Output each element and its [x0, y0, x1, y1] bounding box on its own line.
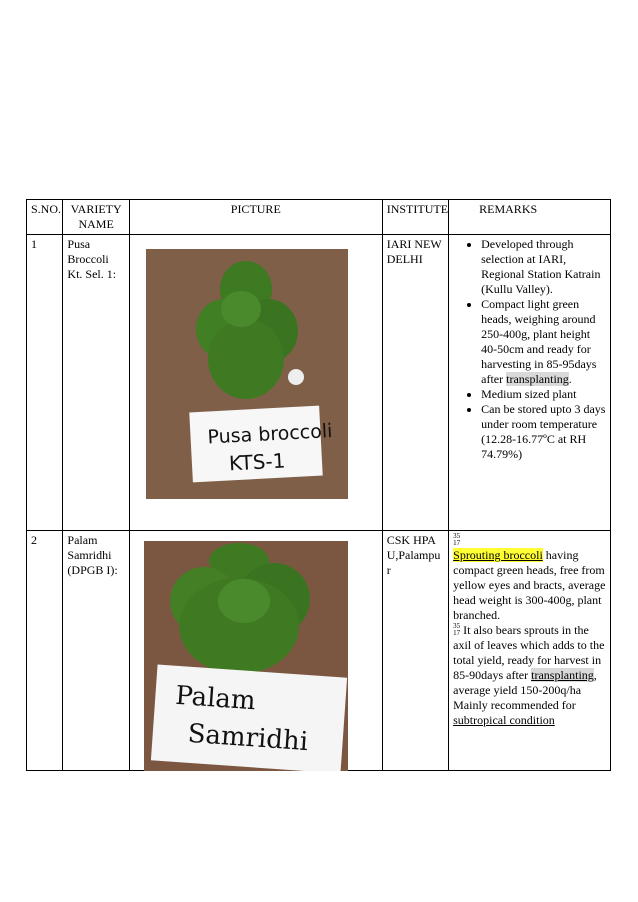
table-row — [27, 235, 611, 531]
row2-remarks-text1: having compact green heads, free from yellow eyes and bracts, average head weight is 300-400g, plant branched. — [453, 548, 606, 622]
row1-sno: 1 — [27, 235, 63, 531]
row1-broccoli-photo — [146, 249, 348, 499]
row1-remarks — [449, 235, 611, 531]
row2-institute: CSK HPAU,Palampur — [382, 531, 448, 771]
row2-photo-sign-line2: Samridhi — [186, 718, 309, 758]
row2-remarks-text4: Mainly recommended for — [453, 698, 576, 712]
row1-remark-4: • Can be stored upto 3 days under room temperature (12.28-16.77ºC at RH 74.79%) — [481, 402, 606, 462]
row2-remarks-transplanting: transplanting — [531, 668, 594, 682]
row2-remarks-text — [453, 533, 606, 728]
row2-highlight-sprouting: Sprouting broccoli — [453, 548, 543, 562]
row2-marker-2-bottom: 17 — [453, 629, 461, 637]
row1-remark-3: • Medium sized plant — [481, 387, 606, 402]
row1-remark-2 — [481, 297, 606, 387]
row2-photo-sign-line1: Palam — [174, 680, 257, 717]
row2-remarks-subtropical: subtropical condition — [453, 713, 555, 727]
row2-remarks — [449, 531, 611, 771]
row1-remark-2-text: Compact light green heads, weighing around 250-400g, plant height 40-50cm and ready for harvesting in 85-95days after — [481, 297, 597, 386]
row2-broccoli-photo — [144, 541, 348, 771]
row2-marker-1-top: 35 — [453, 532, 461, 540]
header-remarks: REMARKS — [449, 200, 611, 235]
header-sno: S.NO. — [27, 200, 63, 235]
header-picture: PICTURE — [129, 200, 382, 235]
table-header-row — [27, 200, 611, 235]
row1-remark-1: • Developed through selection at IARI, Regional Station Katrain (Kullu Valley). — [481, 237, 606, 297]
row2-marker-1-bottom: 17 — [453, 539, 461, 547]
row1-photo-sign-line2: KTS-1 — [228, 448, 286, 476]
row2-remarks-text2: It also bears sprouts in the axil of leaves which adds to the total yield, ready for harvest in 85-90days after — [453, 623, 605, 682]
row2-variety: Palam Samridhi (DPGB I): — [63, 531, 129, 771]
row2-marker-1 — [453, 533, 460, 547]
row1-picture-cell — [129, 235, 382, 531]
row2-remarks-text3: , average yield 150-200q/ha — [453, 668, 597, 697]
row2-sno: 2 — [27, 531, 63, 771]
table-row — [27, 531, 611, 771]
broccoli-varieties-table — [26, 199, 611, 771]
row1-photo-sign-line1: Pusa broccoli — [206, 420, 333, 449]
row1-remark-2-highlight: transplanting — [506, 372, 569, 386]
row2-picture-cell — [129, 531, 382, 771]
row1-variety: Pusa Broccoli Kt. Sel. 1: — [63, 235, 129, 531]
row2-marker-2-top: 35 — [453, 622, 461, 630]
row1-remark-2-end: . — [568, 372, 572, 386]
header-institute: INSTITUTE — [382, 200, 448, 235]
row1-institute: IARI NEW DELHI — [382, 235, 448, 531]
header-variety: VARIETY NAME — [63, 200, 129, 235]
